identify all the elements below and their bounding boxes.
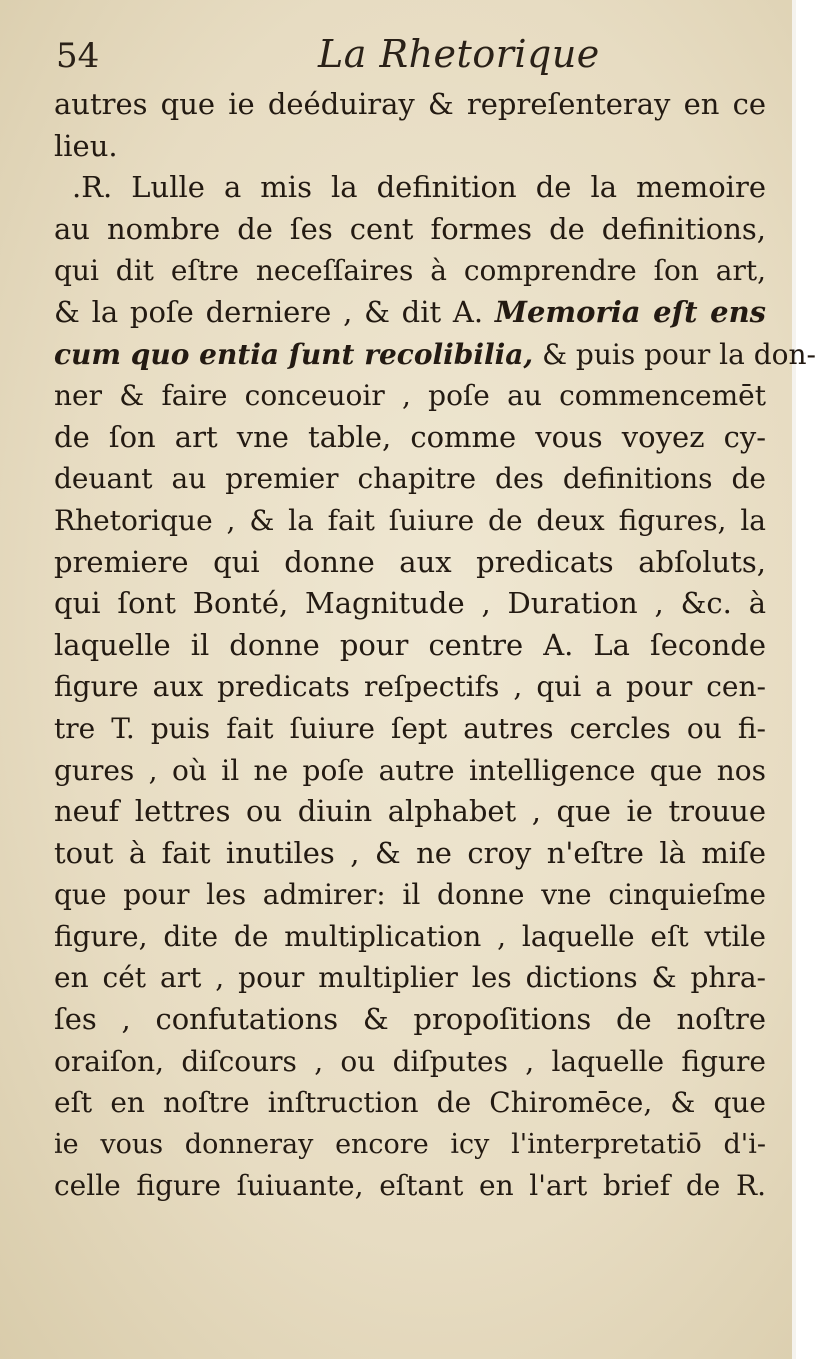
- text-line: tout à fait inutiles , & ne croy n'eſtre là miſe: [54, 835, 766, 870]
- text-line: Rhetorique , & la fait ſuiure de deux figures, la: [54, 503, 766, 537]
- text-line: autres que ie deéduiray & repreſenteray en ce: [54, 87, 766, 121]
- text-line: figure aux predicats reſpectifs , qui a pour cen-: [54, 670, 766, 704]
- latin-quote: cum quo entia ſunt recolibilia,: [54, 337, 534, 371]
- text-line: ie vous donneray encore icy l'interpretatiō d'i-: [54, 1128, 766, 1160]
- page-edge: [792, 0, 796, 1359]
- text-line: tre T. puis fait ſuiure ſept autres cercles ou fi-: [54, 711, 766, 745]
- text-line: laquelle il donne pour centre A. La ſeconde: [54, 627, 766, 662]
- text-line: de ſon art vne table, comme vous voyez cy-: [54, 419, 766, 454]
- text-line: oraiſon, diſcours , ou diſputes , laquelle figure: [54, 1044, 766, 1078]
- text-line: .R. Lulle a mis la definition de la memoire: [72, 170, 766, 205]
- text-line: neuf lettres ou diuin alphabet , que ie trouue: [54, 794, 766, 829]
- text-line: que pour les admirer: il donne vne cinquieſme: [54, 878, 766, 912]
- text-line: lieu.: [54, 128, 118, 163]
- text-line: [54, 292, 766, 334]
- page-header: [56, 30, 756, 82]
- text-line: figure, dite de multiplication , laquelle eſt vtile: [54, 919, 766, 953]
- latin-quote: Memoria eſt ens: [494, 294, 767, 329]
- text-line: deuant au premier chapitre des definitions de: [54, 462, 766, 496]
- text-line: eſt en noſtre inſtruction de Chiromēce, & que: [54, 1086, 766, 1120]
- text-line: ner & faire conceuoir , poſe au commencemēt: [54, 379, 766, 413]
- text-segment: & la poſe derniere , & dit A.: [54, 294, 484, 329]
- text-line: celle figure ſuiuante, eſtant en l'art brief de R.: [54, 1169, 766, 1203]
- text-line: premiere qui donne aux predicats abſoluts,: [54, 544, 766, 579]
- text-line: qui ſont Bonté, Magnitude , Duration , &c. à: [54, 586, 766, 621]
- text-line: en cét art , pour multiplier les dictions & phra-: [54, 961, 766, 995]
- text-line: qui dit eſtre neceſſaires à comprendre ſon art,: [54, 254, 766, 288]
- text-segment: & puis pour la don-: [542, 337, 816, 371]
- body-text: [54, 84, 816, 1207]
- page-number: 54: [56, 36, 100, 76]
- text-line: au nombre de ſes cent formes de definitions,: [54, 211, 766, 246]
- text-line: ſes , confutations & propoſitions de noſtre: [54, 1002, 766, 1037]
- running-title: La Rhetorique: [318, 32, 600, 76]
- text-line: gures , où il ne poſe autre intelligence que nos: [54, 753, 766, 787]
- text-line: [54, 334, 816, 376]
